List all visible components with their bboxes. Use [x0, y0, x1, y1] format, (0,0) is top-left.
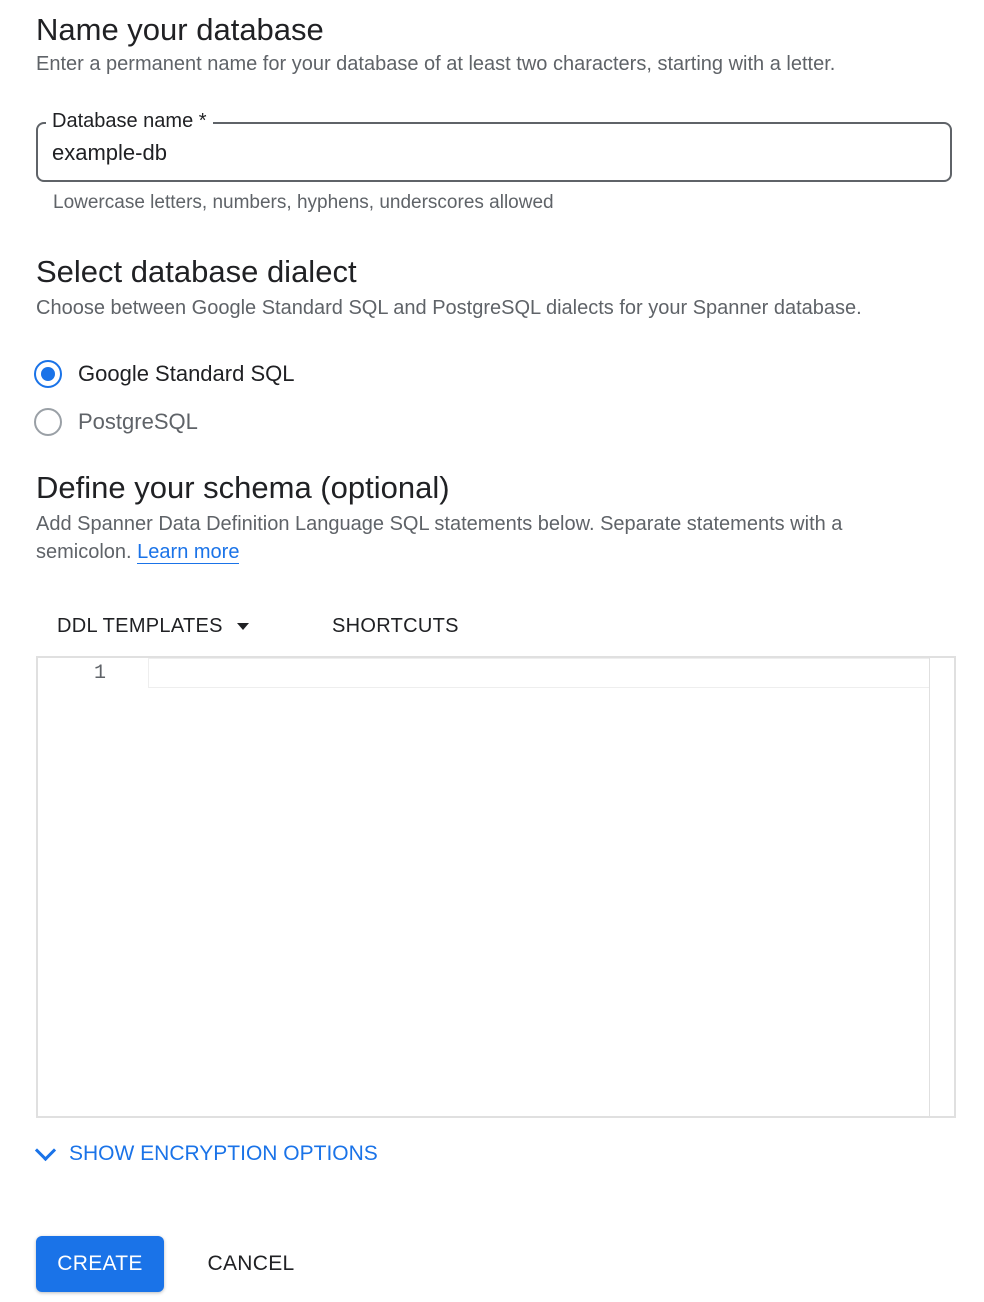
- editor-active-line[interactable]: [148, 658, 930, 688]
- schema-section-description-block: [36, 510, 936, 566]
- create-button[interactable]: CREATE: [36, 1236, 164, 1292]
- cancel-button[interactable]: CANCEL: [186, 1236, 316, 1292]
- database-name-label: Database name *: [46, 108, 213, 134]
- dialect-option-google-standard-sql[interactable]: [34, 357, 294, 391]
- shortcuts-label: SHORTCUTS: [332, 614, 459, 637]
- dialect-option-postgresql[interactable]: [34, 405, 198, 439]
- dialect-section-title: Select database dialect: [36, 254, 357, 289]
- editor-line-number: 1: [93, 662, 106, 685]
- shortcuts-button[interactable]: [332, 606, 459, 646]
- dialect-section-description: Choose between Google Standard SQL and PostgreSQL dialects for your Spanner database.: [36, 297, 862, 319]
- schema-section-title: Define your schema (optional): [36, 470, 450, 505]
- radio-unchecked-icon[interactable]: [34, 408, 62, 436]
- dialect-option-label: Google Standard SQL: [78, 361, 295, 386]
- editor-scrollbar[interactable]: [929, 658, 930, 1116]
- dialect-option-label: PostgreSQL: [78, 409, 198, 434]
- caret-down-icon: [237, 623, 249, 630]
- learn-more-link[interactable]: Learn more: [137, 541, 240, 563]
- name-section-description: Enter a permanent name for your database of at least two characters, starting with a letter.: [36, 53, 836, 75]
- chevron-down-icon: [35, 1139, 56, 1160]
- show-encryption-options-toggle[interactable]: [32, 1138, 378, 1170]
- database-name-input[interactable]: [52, 137, 932, 169]
- radio-checked-icon[interactable]: [34, 360, 62, 388]
- database-name-helper: Lowercase letters, numbers, hyphens, underscores allowed: [53, 192, 554, 213]
- schema-section-description: Add Spanner Data Definition Language SQL statements below. Separate statements with a semicolon.: [36, 513, 843, 563]
- show-encryption-options-label: SHOW ENCRYPTION OPTIONS: [69, 1142, 378, 1165]
- ddl-editor[interactable]: [36, 656, 956, 1118]
- ddl-templates-dropdown[interactable]: [57, 606, 249, 646]
- ddl-templates-label: DDL TEMPLATES: [57, 614, 223, 637]
- name-section-title: Name your database: [36, 12, 324, 47]
